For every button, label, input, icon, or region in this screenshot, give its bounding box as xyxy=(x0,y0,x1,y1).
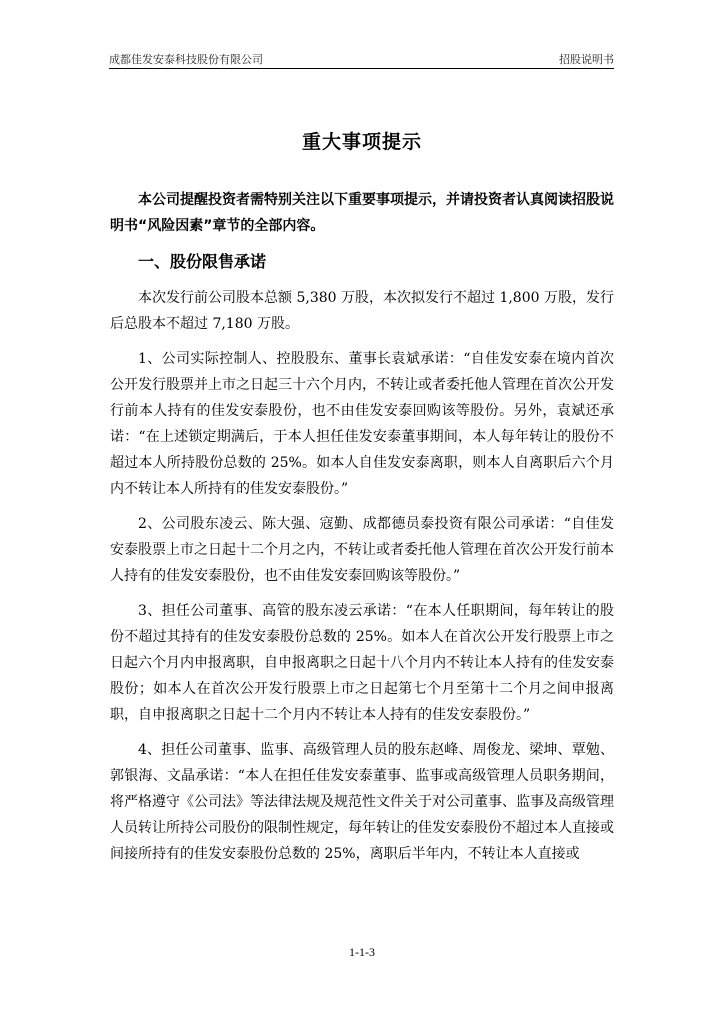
page-header xyxy=(109,53,614,69)
body-paragraph: 2、公司股东凌云、陈大强、寇勤、成都德员泰投资有限公司承诺：“自佳发安泰股票上市之日起十二个月之内，不转让或者委托他人管理在首次公开发行前本人持有的佳发安泰股份，也不由佳发安泰回购该等股份。” xyxy=(110,516,614,584)
section-heading: 一、股份限售承诺 xyxy=(138,252,267,271)
intro-paragraph: 本公司提醒投资者需特别关注以下重要事项提示，并请投资者认真阅读招股说明书“风险因素”章节的全部内容。 xyxy=(110,192,614,234)
header-divider xyxy=(109,68,614,69)
body-paragraph: 本次发行前公司股本总额 5,380 万股，本次拟发行不超过 1,800 万股，发行后总股本不超过 7,180 万股。 xyxy=(110,290,614,332)
header-document-type: 招股说明书 xyxy=(559,53,614,66)
page-number: 1-1-3 xyxy=(349,945,375,959)
document-body xyxy=(110,187,614,876)
page-title: 重大事项提示 xyxy=(301,131,422,153)
header-company-name: 成都佳发安泰科技股份有限公司 xyxy=(109,53,263,66)
body-paragraph: 1、公司实际控制人、控股股东、董事长袁斌承诺：“自佳发安泰在境内首次公开发行股票并上市之日起三十六个月内，不转让或者委托他人管理在首次公开发行前本人持有的佳发安泰股份，也不由佳发安泰回购该等股份。另外，袁斌还承诺：“在上述锁定期满后，于本人担任佳发安泰董事期间，本人每年转让的股份不超过本人所持股份总数的 25%。如本人自佳发安泰离职，则本人自离职后六个月内不转让本人所持有的佳发安泰股份。” xyxy=(110,351,614,497)
body-paragraph: 3、担任公司董事、高管的股东凌云承诺：“在本人任职期间，每年转让的股份不超过其持有的佳发安泰股份总数的 25%。如本人在首次公开发行股票上市之日起六个月内申报离职，自申报离职之日起十八个月内不转让本人持有的佳发安泰股份；如本人在首次公开发行股票上市之日起第七个月至第十二个月之间申报离职，自申报离职之日起十二个月内不转让本人持有的佳发安泰股份。” xyxy=(110,603,614,723)
body-paragraph: 4、担任公司董事、监事、高级管理人员的股东赵峰、周俊龙、梁坤、覃勉、郭银海、文晶承诺：“本人在担任佳发安泰董事、监事或高级管理人员职务期间，将严格遵守《公司法》等法律法规及规范性文件关于对公司董事、监事及高级管理人员转让所持公司股份的限制性规定，每年转让的佳发安泰股份不超过本人直接或间接所持有的佳发安泰股份总数的 25%，离职后半年内，不转让本人直接或 xyxy=(110,742,614,862)
